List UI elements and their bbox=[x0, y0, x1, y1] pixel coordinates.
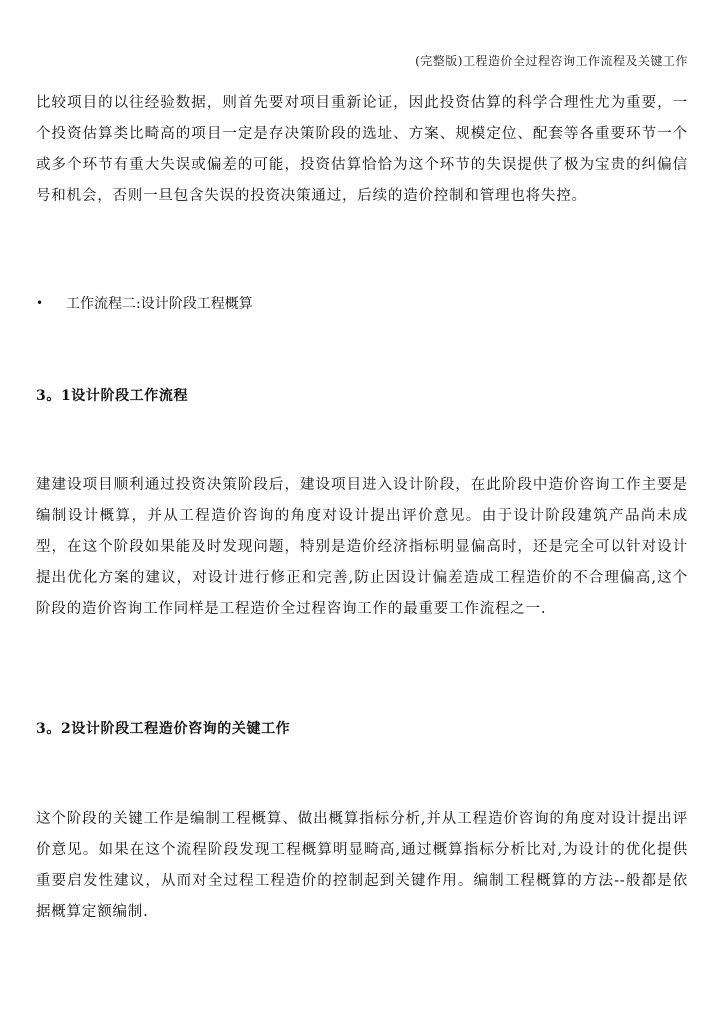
bullet-icon: • bbox=[36, 296, 44, 310]
bullet-item-workflow-two bbox=[36, 293, 253, 313]
page-header-title: (完整版)工程造价全过程咨询工作流程及关键工作 bbox=[415, 54, 688, 68]
section-heading-3-2: 3。2设计阶段工程造价咨询的关键工作 bbox=[36, 721, 291, 737]
paragraph-design-key-work: 这个阶段的关键工作是编制工程概算、做出概算指标分析,并从工程造价咨询的角度对设计提出评价意见。如果在这个流程阶段发现工程概算明显畸高,通过概算指标分析比对,为设计的优化提供重要启发性建议，从而对全过程工程造价的控制起到关键作用。编制工程概算的方法--般都是依据概算定额编制. bbox=[36, 811, 688, 920]
paragraph-investment-estimate: 比较项目的以往经验数据，则首先要对项目重新论证，因此投资估算的科学合理性尤为重要，一个投资估算类比畸高的项目一定是存决策阶段的选址、方案、规模定位、配套等各重要环节一个或多个环节有重大失误或偏差的可能，投资估算恰恰为这个环节的失误提供了极为宝贵的纠偏信号和机会，否则一旦包含失误的投资决策通过，后续的造价控制和管理也将失控。 bbox=[36, 95, 688, 204]
bullet-text: 工作流程二:设计阶段工程概算 bbox=[66, 296, 253, 312]
section-heading-3-1: 3。1设计阶段工作流程 bbox=[36, 388, 189, 404]
paragraph-design-workflow: 建建设项目顺利通过投资决策阶段后，建设项目进入设计阶段，在此阶段中造价咨询工作主要是编制设计概算，并从工程造价咨询的角度对设计提出评价意见。由于设计阶段建筑产品尚未成型，在这个阶段如果能及时发现问题，特别是造价经济指标明显偏高时，还是完全可以针对设计提出优化方案的建议，对设计进行修正和完善,防止因设计偏差造成工程造价的不合理偏高,这个阶段的造价咨询工作同样是工程造价全过程咨询工作的最重要工作流程之一. bbox=[36, 477, 688, 617]
